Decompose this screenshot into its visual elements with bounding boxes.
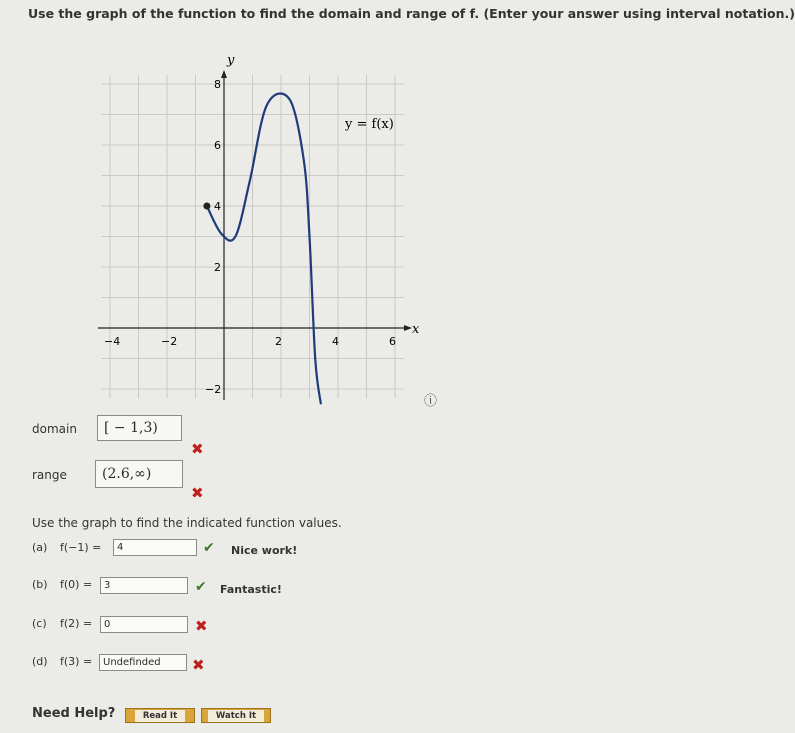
- part-a-feedback: Nice work!: [231, 544, 298, 557]
- info-icon[interactable]: ⓘ: [424, 394, 438, 409]
- range-input[interactable]: (2.6,∞): [95, 460, 183, 488]
- y-tick-label: 6: [214, 139, 221, 152]
- part-c-tag: (c): [32, 617, 47, 630]
- part-a-tag: (a): [32, 541, 48, 554]
- y-axis-label: y: [227, 53, 235, 68]
- part-d-incorrect-icon: ✖: [192, 656, 205, 674]
- domain-label: domain: [32, 422, 77, 436]
- part-d-tag: (d): [32, 655, 48, 668]
- x-axis-label: x: [412, 322, 420, 337]
- part-c-expression: f(2) =: [60, 617, 93, 630]
- range-incorrect-icon: ✖: [191, 484, 204, 502]
- part-a-input[interactable]: 4: [113, 539, 197, 556]
- domain-incorrect-icon: ✖: [191, 440, 204, 458]
- part-b-input[interactable]: 3: [100, 577, 188, 594]
- watch-it-label: Watch It: [208, 710, 264, 722]
- instructions: Use the graph of the function to find the domain and range of f. (Enter your answer using interval notation.): [28, 6, 795, 21]
- x-tick-label: −4: [104, 335, 121, 348]
- range-label: range: [32, 468, 67, 482]
- part-a-expression: f(−1) =: [60, 541, 102, 554]
- closed-endpoint: [203, 203, 210, 210]
- part-d-expression: f(3) =: [60, 655, 93, 668]
- x-axis-arrow: [404, 325, 412, 331]
- part-a-correct-icon: ✔: [203, 540, 215, 556]
- part-c-incorrect-icon: ✖: [195, 617, 208, 635]
- curve-label: y = f(x): [345, 117, 394, 132]
- y-tick-label: 2: [214, 261, 221, 274]
- part-b-expression: f(0) =: [60, 578, 93, 591]
- read-it-label: Read It: [135, 710, 185, 722]
- y-tick-label: 8: [214, 78, 221, 91]
- part-d-input[interactable]: Undefinded: [99, 654, 187, 671]
- x-tick-label: −2: [161, 335, 178, 348]
- domain-input[interactable]: [ − 1,3): [97, 415, 182, 441]
- y-tick-label: −2: [205, 383, 222, 396]
- x-tick-label: 2: [275, 335, 282, 348]
- x-tick-label: 6: [389, 335, 396, 348]
- values-instruction: Use the graph to find the indicated function values.: [32, 516, 342, 530]
- watch-it-button[interactable]: [201, 708, 271, 723]
- x-tick-label: 4: [332, 335, 339, 348]
- part-c-input[interactable]: 0: [100, 616, 188, 633]
- part-b-tag: (b): [32, 578, 48, 591]
- part-b-correct-icon: ✔: [195, 579, 207, 595]
- y-axis-arrow: [221, 70, 227, 78]
- need-help-label: Need Help?: [32, 706, 116, 721]
- part-b-feedback: Fantastic!: [220, 583, 282, 596]
- y-tick-label: 4: [214, 200, 221, 213]
- read-it-button[interactable]: [125, 708, 195, 723]
